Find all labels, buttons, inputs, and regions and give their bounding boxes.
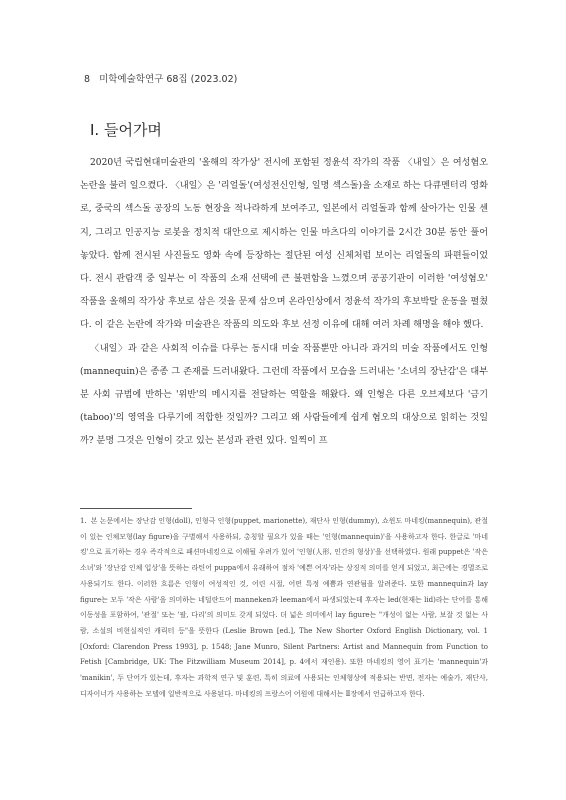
section-title: Ⅰ. 들어가며 <box>90 121 162 139</box>
body-text <box>80 152 488 454</box>
running-header <box>84 71 237 85</box>
footnote-number: 1. <box>80 517 87 525</box>
footnote-divider <box>80 508 192 509</box>
paragraph-1: 2020년 국립현대미술관의 '올해의 작가상' 전시에 포함된 정윤석 작가의 작품 〈내일〉은 여성혐오 논란을 불러 일으켰다. 〈내일〉은 '리얼돌'(여성전신인형, 일명 섹스돌)을 소재로 하는 다큐멘터리 영화로, 중국의 섹스돌 공장의 노동 현장을 적나라하게 보여주고, 일본에서 리얼돌과 함께 살아가는 인물 센지, 그리고 인공지능 로봇을 정치적 대안으로 제시하는 인물 마츠다의 이야기를 2시간 30분 동안 풀어놓았다. 함께 전시된 사진들도 영화 속에 등장하는 절단된 여성 신체처럼 보이는 리얼돌의 파편들이었다. 전시 관람객 중 일부는 이 작품의 소재 선택에 큰 불편함을 느꼈으며 공공기관이 이러한 '여성혐오' 작품을 올해의 작가상 후보로 삼은 것을 문제 삼으며 온라인상에서 정윤석 작가의 후보박탈 운동을 펼쳤다. 이 같은 논란에 작가와 미술관은 작품의 의도와 후보 선정 이유에 대해 여러 차례 해명을 해야 했다. <box>80 158 488 331</box>
journal-title: 미학예술학연구 68집 (2023.02) <box>99 74 238 85</box>
page-number: 8 <box>84 74 91 85</box>
paragraph-2: 〈내일〉과 같은 사회적 이슈를 다루는 동시대 미술 작품뿐만 아니라 과거의 미술 작품에서도 인형(mannequin)은 종종 그 존재를 드러내왔다. 그런데 작품에서 모습을 드러내는 '소녀의 장난감'은 대부분 사회 규범에 반하는 '위반'의 메시지를 전달하는 역할을 해왔다. 왜 인형은 다른 오브제보다 '금기(taboo)'의 영역을 다루기에 적합한 것일까? 그리고 왜 사람들에게 쉽게 혐오의 대상으로 읽히는 것일까? 분명 그것은 인형이 갖고 있는 본성과 관련 있다. 일찍이 프 <box>80 343 488 447</box>
footnote <box>80 514 488 702</box>
footnote-text: 본 논문에서는 장난감 인형(doll), 인형극 인형(puppet, marionette), 재단사 인형(dummy), 쇼윈도 마네킹(mannequin), 관절이 있는 인체모형(lay figure)을 구별해서 사용하되, 총칭할 필요가 있을 때는 '인형(mannequin)'을 사용하고자 한다. 한글로 '마네킹'으로 표기하는 경우 즉각적으로 패션마네킹으로 이해될 우려가 있어 '인형(人形, 인간의 형상)'을 선택하였다. 원래 puppet은 '작은 소녀'와 '장난감 인체 입상'을 뜻하는 라틴어 puppa에서 유래하여 점차 '예쁜 여자'라는 상징적 의미를 얻게 되었고, 최근에는 경멸조로 사용되기도 한다. 이러한 흐름은 인형이 여성적인 것, 어린 시절, 어떤 특정 예쁨과 연관됨을 알려준다. 또한 mannequin과 lay figure는 모두 '작은 사람'을 의미하는 네덜란드어 manneken과 leeman에서 파생되었는데 후자는 led(현재는 lid)라는 단어를 통해 이동성을 포함하여, '관절' 또는 '팔, 다리'의 의미도 갖게 되었다. 더 넓은 의미에서 lay figure는 "개성이 없는 사람, 보잘 것 없는 사람, 소설의 비현실적인 캐릭터 등"을 뜻한다 (Leslie Brown [ed.], The New Shorter Oxford English Dictionary, vol. 1 [Oxford: Clarendon Press 1993], p. 1548; Jane Munro, Silent Partners: Artist and Mannequin from Function to Fetish [Cambridge, UK: The Fitzwilliam Museum 2014], p. 4에서 재인용). 또한 마네킹의 영어 표기는 'mannequin'과 'manikin', 두 단어가 있는데, 후자는 과학적 연구 및 훈련, 특히 의료에 사용되는 인체형상에 적용되는 반면, 전자는 예술가, 재단사, 디자이너가 사용하는 모델에 일반적으로 사용된다. 마네킹의 프랑스어 어원에 대해서는 Ⅱ장에서 언급하고자 한다. <box>80 517 488 698</box>
